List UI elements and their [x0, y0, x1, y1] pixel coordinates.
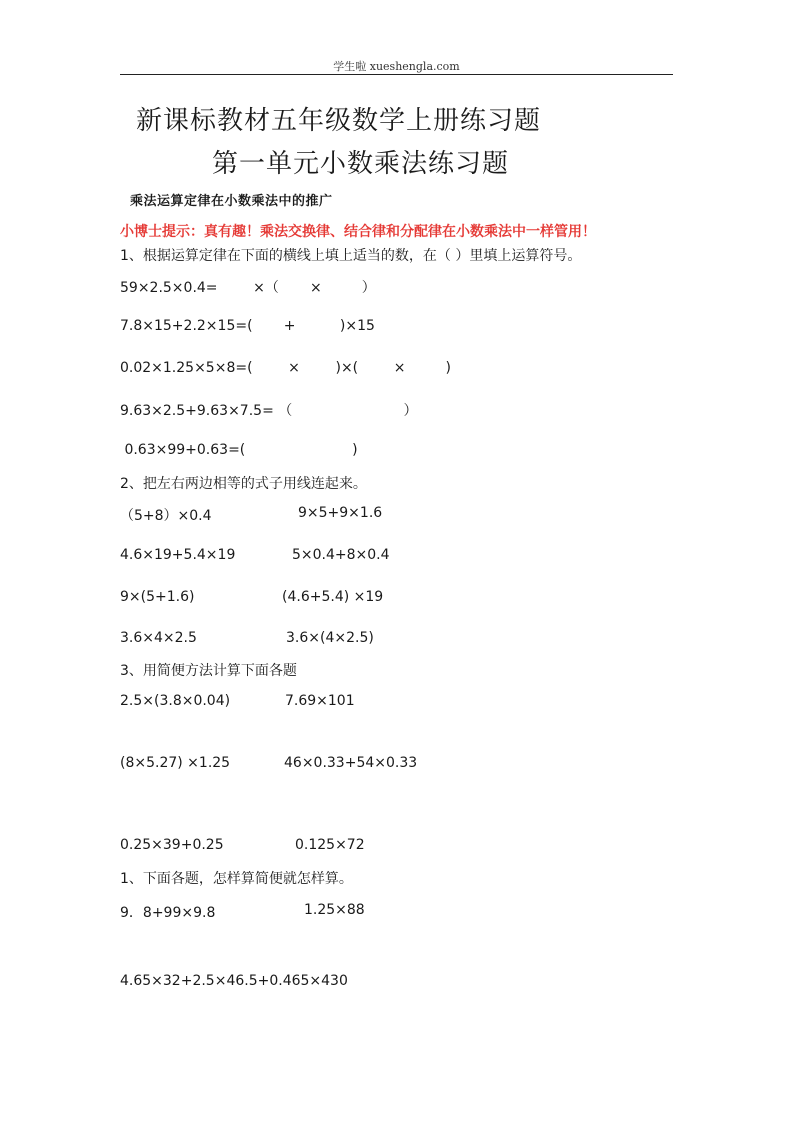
q4-left-item: 9．8+99×9.8 — [120, 905, 216, 921]
q1-item: 7.8×15+2.2×15=( + )×15 — [120, 318, 375, 334]
q1-heading: 1、根据运算定律在下面的横线上填上适当的数，在（ ）里填上运算符号。 — [120, 248, 582, 264]
q2-left-item: 9×(5+1.6) — [120, 589, 195, 605]
q2-heading: 2、把左右两边相等的式子用线连起来。 — [120, 476, 367, 492]
q2-left-item: 4.6×19+5.4×19 — [120, 547, 236, 563]
q4-item: 4.65×32+2.5×46.5+0.465×430 — [120, 973, 348, 989]
q4-heading: 1、下面各题，怎样算简便就怎样算。 — [120, 871, 353, 887]
q3-right-item: 0.125×72 — [295, 837, 365, 853]
q3-right-item: 46×0.33+54×0.33 — [284, 755, 418, 771]
q2-right-item: 5×0.4+8×0.4 — [292, 547, 390, 563]
page-header-site: 学生啦 xueshengla.com — [333, 60, 460, 73]
section-subtitle: 乘法运算定律在小数乘法中的推广 — [130, 194, 333, 209]
q1-item: 9.63×2.5+9.63×7.5= （ ） — [120, 403, 418, 419]
q3-left-item: (8×5.27) ×1.25 — [120, 755, 231, 771]
q1-item: 0.02×1.25×5×8=( × )×( × ) — [120, 360, 451, 376]
q2-right-item: 9×5+9×1.6 — [298, 505, 383, 521]
hint-text: 小博士提示：真有趣！乘法交换律、结合律和分配律在小数乘法中一样管用！ — [120, 224, 596, 240]
q2-right-item: (4.6+5.4) ×19 — [282, 589, 384, 605]
q2-right-item: 3.6×(4×2.5) — [286, 630, 374, 646]
page-subtitle-unit: 第一单元小数乘法练习题 — [212, 149, 510, 179]
q1-item: 59×2.5×0.4= ×（ × ） — [120, 280, 376, 296]
q1-item: 0.63×99+0.63=( ) — [120, 442, 358, 458]
page-title: 新课标教材五年级数学上册练习题 — [136, 106, 542, 136]
q2-left-item: 3.6×4×2.5 — [120, 630, 197, 646]
header-divider — [120, 74, 673, 75]
q3-right-item: 7.69×101 — [285, 693, 355, 709]
q3-left-item: 2.5×(3.8×0.04) — [120, 693, 231, 709]
q3-heading: 3、用简便方法计算下面各题 — [120, 663, 297, 679]
q4-right-item: 1.25×88 — [304, 902, 365, 918]
q3-left-item: 0.25×39+0.25 — [120, 837, 224, 853]
q2-left-item: （5+8）×0.4 — [120, 508, 212, 524]
